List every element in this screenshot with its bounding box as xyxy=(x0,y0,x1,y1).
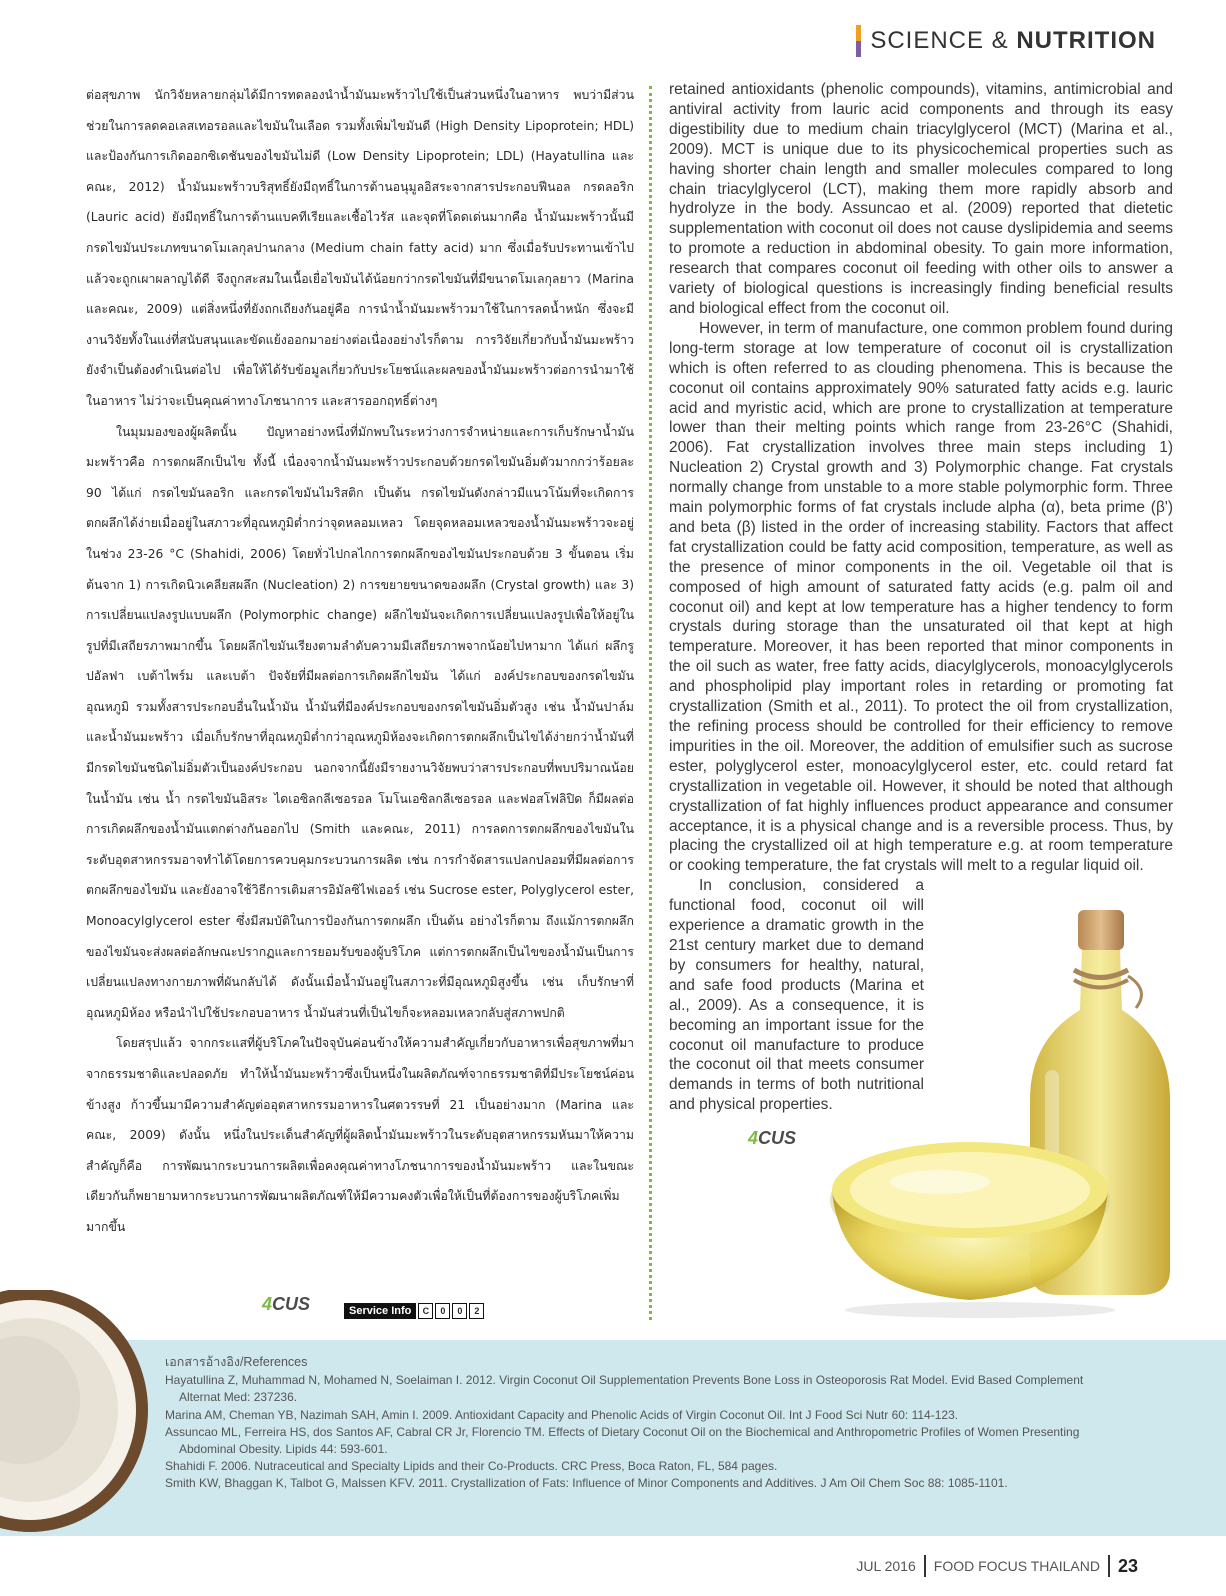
english-paragraph-2: However, in term of manufacture, one common problem found during long-term storage at low temperature of coconut oil is crystallization which is often referred to as clouding phenomena. This is because the coconut oil contains approximately 90% saturated fatty acids e.g. lauric acid and myristic acid, which are prone to crystallization at temperature lower than their melting points which range from 23-26°C (Shahidi, 2006). Fat crystallization involves three main steps including 1) Nucleation 2) Crystal growth and 3) Polymorphic change. Fat crystals normally change from unstable to a more stable polymorphic form. Three main polymorphic forms of fat crystals include alpha (α), beta prime (β') and beta (β) listed in the order of increasing stability. Factors that affect fat crystallization could be fatty acid composition, temperature, as well as the presence of minor components in the oil. Vegetable oil that is composed of high amount of saturated fatty acids (e.g. palm oil and coconut oil) and kept at low temperature has a higher tendency to form crystals during storage than the unsaturated oil that kept at high temperature. Moreover, it has been reported that minor components in the oil such as water, free fatty acids, diacylglycerols, monoacylglycerols and phospholipid play important roles in retarding or promoting fat crystallization (Smith et al., 2011). To protect the oil from crystallization, the refining process should be controlled for their efficiency to remove impurities in the oil. Moreover, the addition of emulsifier such as sucrose ester, polyglycerol ester, monoacylglycerol ester, etc. could retard fat crystallization in vegetable oil. However, it should be noted that although crystallization of fat highly influences product appearance and consumer acceptance, it is a physical change and is a reversible process. Thus, by placing the crystallized oil at high temperature e.g. at room temperature or cooking temperature, the fat crystals will melt to a regular liquid oil. xyxy=(669,319,1173,875)
service-info-label: Service Info xyxy=(344,1303,416,1319)
reference-item: Hayatullina Z, Muhammad N, Mohamed N, Soelaiman I. 2012. Virgin Coconut Oil Supplementation Prevents Bone Loss in Osteoporosis Rat Model. Evid Based Complement Alternat Med: 237236. xyxy=(165,1373,1084,1405)
focus-logo-left xyxy=(262,1294,310,1315)
magazine-name: FOOD FOCUS THAILAND xyxy=(933,1558,1100,1574)
issue-date: JUL 2016 xyxy=(856,1558,916,1574)
reference-item: Shahidi F. 2006. Nutraceutical and Specialty Lipids and their Co-Products. CRC Press, Boca Raton, FL, 584 pages. xyxy=(165,1459,778,1474)
thai-article-column xyxy=(86,80,634,1243)
thai-paragraph-3: โดยสรุปแล้ว จากกระแสที่ผู้บริโภคในปัจจุบันค่อนข้างให้ความสำคัญเกี่ยวกับอาหารเพื่อสุขภาพที่มาจากธรรมชาติและปลอดภัย ทำให้น้ำมันมะพร้าวซึ่งเป็นหนึ่งในผลิตภัณฑ์จากธรรมชาติที่มีประโยชน์ค่อนข้างสูง ก้าวขึ้นมามีความสำคัญต่ออุตสาหกรรมอาหารในศตวรรษที่ 21 เป็นอย่างมาก (Marina และคณะ, 2009) ดังนั้น หนึ่งในประเด็นสำคัญที่ผู้ผลิตน้ำมันมะพร้าวในระดับอุตสาหกรรมหันมาให้ความสำคัญก็คือ การพัฒนากระบวนการผลิตเพื่อคงคุณค่าทางโภชนาการของน้ำมันมะพร้าว และในขณะเดียวกันก็พยายามหากระบวนการพัฒนาผลิตภัณฑ์ให้มีความคงตัวเพื่อให้เป็นที่ต้องการของผู้บริโภคเพิ่มมากขึ้น xyxy=(86,1036,634,1234)
logo-text: CUS xyxy=(758,1128,797,1148)
references-list xyxy=(165,1354,1115,1493)
logo-number: 4 xyxy=(262,1294,273,1314)
column-divider xyxy=(649,86,652,1320)
english-paragraph-1: retained antioxidants (phenolic compounds), vitamins, antimicrobial and antiviral activity from lauric acid components and through its easy digestibility due to medium chain triacylglycerol (MCT) (Marina et al., 2009). MCT is unique due to its physicochemical properties such as having shorter chain length and smaller molecules compared to long chain triacylglycerol (LCT), making them more rapidly absorb and hydrolyze in the body. Assuncao et al. (2009) reported that dietetic supplementation with coconut oil does not cause dyslipidemia and seems to promote a reduction in abdominal obesity. To gain more information, research that compares coconut oil feeding with other oils to answer a variety of biological questions is increasingly finding beneficial results and biological effect from the coconut oil. xyxy=(669,81,1173,317)
footer-separator xyxy=(1108,1555,1110,1577)
service-info-code: 0 xyxy=(435,1303,450,1319)
section-title-bold: NUTRITION xyxy=(1016,27,1156,54)
references-title: เอกสารอ้างอิง/References xyxy=(165,1355,308,1369)
page-footer xyxy=(856,1555,1138,1577)
reference-item: Smith KW, Bhaggan K, Talbot G, Malssen KFV. 2011. Crystallization of Fats: Influence of Minor Components and Additives. J Am Oil Chem Soc 88: 1085-1101. xyxy=(165,1476,1008,1491)
service-info-code: 0 xyxy=(452,1303,467,1319)
service-info-code: 2 xyxy=(469,1303,484,1319)
footer-separator xyxy=(924,1555,926,1577)
logo-number: 4 xyxy=(748,1128,759,1148)
thai-paragraph-1: ต่อสุขภาพ นักวิจัยหลายกลุ่มได้มีการทดลองนำน้ำมันมะพร้าวไปใช้เป็นส่วนหนึ่งในอาหาร พบว่ามีส่วนช่วยในการลดคอเลสเทอรอลและไขมันในเลือด รวมทั้งเพิ่มไขมันดี (High Density Lipoprotein; HDL) และป้องกันการเกิดออกซิเดชันของไขมันไม่ดี (Low Density Lipoprotein; LDL) (Hayatullina และคณะ, 2012) น้ำมันมะพร้าวบริสุทธิ์ยังมีฤทธิ์ในการต้านอนุมูลอิสระจากสารประกอบฟีนอล กรดลอริก (Lauric acid) ยังมีฤทธิ์ในการต้านแบคทีเรียและเชื้อไวรัส และจุดที่โดดเด่นมากคือ น้ำมันมะพร้าวนั้นมีกรดไขมันประเภทขนาดโมเลกุลปานกลาง (Medium chain fatty acid) มาก ซึ่งเมื่อรับประทานเข้าไปแล้วจะถูกเผาผลาญได้ดี จึงถูกสะสมในเนื้อเยื่อไขมันได้น้อยกว่ากรดไขมันที่มีขนาดโมเลกุลยาว (Marina และคณะ, 2009) แต่สิ่งหนึ่งที่ยังถกเถียงกันอยู่คือ การนำน้ำมันมะพร้าวมาใช้ในการลดน้ำหนัก ซึ่งจะมีงานวิจัยทั้งในแง่ที่สนับสนุนและขัดแย้งออกมาอย่างต่อเนื่องอย่างไรก็ตาม การวิจัยเกี่ยวกับน้ำมันมะพร้าวยังจำเป็นต้องดำเนินต่อไป เพื่อให้ได้รับข้อมูลเกี่ยวกับประโยชน์และผลของน้ำมันมะพร้าวต่อการนำมาใช้ในอาหาร ไม่ว่าจะเป็นคุณค่าทางโภชนาการ และสารออกฤทธิ์ต่างๆ xyxy=(86,88,634,408)
reference-item: Assuncao ML, Ferreira HS, dos Santos AF, Cabral CR Jr, Florencio TM. Effects of Dietary Coconut Oil on the Biochemical and Anthropometric Profiles of Women Presenting Abdominal Obesity. Lipids 44: 593-601. xyxy=(165,1424,1080,1457)
coconut-oil-bottle-bowl-illustration xyxy=(830,900,1180,1320)
service-info-box xyxy=(344,1303,484,1319)
header-color-bar xyxy=(856,25,861,57)
references-section xyxy=(0,1340,1226,1536)
section-title-light: SCIENCE & xyxy=(870,27,1017,54)
coconut-oil-image xyxy=(830,900,1180,1320)
focus-logo-right xyxy=(748,1128,796,1149)
reference-item: Marina AM, Cheman YB, Nazimah SAH, Amin I. 2009. Antioxidant Capacity and Phenolic Acids of Virgin Coconut Oil. Int J Food Sci Nutr 60: 114-123. xyxy=(165,1407,959,1422)
coconut-half-image xyxy=(0,1290,150,1540)
english-paragraph-3: In conclusion, considered a functional food, coconut oil will experience a dramatic growth in the 21st century market due to demand by consumers for healthy, natural, and safe food products (Marina et al., 2009). As a consequence, it is becoming an important issue for the coconut oil manufacture to produce the coconut oil that meets consumer demands in terms of both nutritional and physical properties. xyxy=(669,877,924,1114)
service-info-code: C xyxy=(418,1303,433,1319)
thai-paragraph-2: ในมุมมองของผู้ผลิตนั้น ปัญหาอย่างหนึ่งที่มักพบในระหว่างการจำหน่ายและการเก็บรักษาน้ำมันมะพร้าวคือ การตกผลึกเป็นไข ทั้งนี้ เนื่องจากน้ำมันมะพร้าวประกอบด้วยกรดไขมันอิ่มตัวมากกว่าร้อยละ 90 ได้แก่ กรดไขมันลอริก และกรดไขมันไมริสติก เป็นต้น กรดไขมันดังกล่าวมีแนวโน้มที่จะเกิดการตกผลึกได้ง่ายเมื่ออยู่ในสภาวะที่อุณหภูมิต่ำกว่าจุดหลอมเหลว โดยจุดหลอมเหลวของน้ำมันมะพร้าวจะอยู่ในช่วง 23-26 °C (Shahidi, 2006) โดยทั่วไปกลไกการตกผลึกของไขมันประกอบด้วย 3 ขั้นตอน เริ่มต้นจาก 1) การเกิดนิวเคลียสผลึก (Nucleation) 2) การขยายขนาดของผลึก (Crystal growth) และ 3) การเปลี่ยนแปลงรูปแบบผลึก (Polymorphic change) ผลึกไขมันจะเกิดการเปลี่ยนแปลงรูปเพื่อให้อยู่ในรูปที่มีเสถียรภาพมากขึ้น โดยผลึกไขมันเรียงตามลำดับความมีเสถียรภาพจากน้อยไปหามาก ได้แก่ ผลึกรูปอัลฟา เบต้าไพร์ม และเบต้า ปัจจัยที่มีผลต่อการเกิดผลึกไขมัน ได้แก่ องค์ประกอบของกรดไขมัน อุณหภูมิ รวมทั้งสารประกอบอื่นในน้ำมัน น้ำมันที่มีองค์ประกอบของกรดไขมันอิ่มตัวสูง เช่น น้ำมันปาล์ม และน้ำมันมะพร้าว เมื่อเก็บรักษาที่อุณหภูมิต่ำกว่าอุณหภูมิห้องจะเกิดการตกผลึกเป็นไขได้ง่ายกว่าน้ำมันที่มีกรดไขมันชนิดไม่อิ่มตัวเป็นองค์ประกอบ นอกจากนี้ยังมีรายงานวิจัยพบว่าสารประกอบที่พบปริมาณน้อยในน้ำมัน เช่น น้ำ กรดไขมันอิสระ ไดเอซิลกลีเซอรอล โมโนเอซิลกลีเซอรอล และฟอสโฟลิปิด ก็มีผลต่อการเกิดผลึกของน้ำมันแตกต่างกันออกไป (Smith และคณะ, 2011) การลดการตกผลึกของไขมันในระดับอุตสาหกรรมอาจทำได้โดยการควบคุมกระบวนการผลิต เช่น การกำจัดสารแปลกปลอมที่มีผลต่อการตกผลึกของไขมัน และยังอาจใช้วิธีการเติมสารอิมัลซิไฟเออร์ เช่น Sucrose ester, Polyglycerol ester, Monoacylglycerol ester ซึ่งมีสมบัติในการป้องกันการตกผลึก เป็นต้น อย่างไรก็ตาม ถึงแม้การตกผลึกของไขมันจะส่งผลต่อลักษณะปรากฏและการยอมรับของผู้บริโภค แต่การตกผลึกเป็นไขของน้ำมันเป็นการเปลี่ยนแปลงทางกายภาพที่ผันกลับได้ ดังนั้นเมื่อน้ำมันอยู่ในสภาวะที่มีอุณหภูมิสูงขึ้น เช่น เก็บรักษาที่อุณหภูมิห้อง หรือนำไปใช้ประกอบอาหาร น้ำมันส่วนที่เป็นไขก็จะหลอมเหลวกลับสู่สภาพปกติ xyxy=(86,424,634,1020)
section-title xyxy=(870,27,1156,55)
section-header xyxy=(856,24,1156,58)
logo-text: CUS xyxy=(272,1294,311,1314)
coconut-illustration xyxy=(0,1290,150,1540)
page-number: 23 xyxy=(1117,1555,1138,1576)
